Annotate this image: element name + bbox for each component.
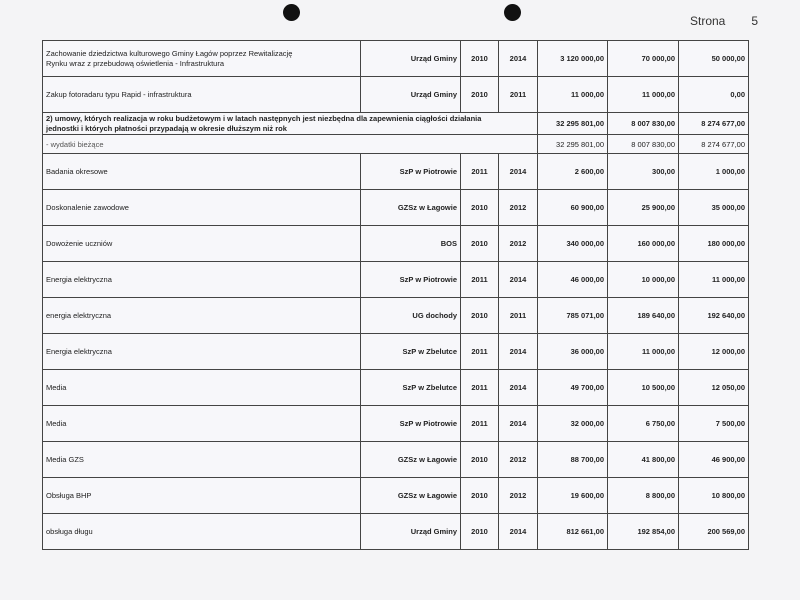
- punch-hole: [504, 4, 521, 21]
- value-2: 41 800,00: [608, 442, 679, 478]
- value-3: 192 640,00: [679, 298, 749, 334]
- subsection-row: [43, 135, 749, 154]
- value-2: 10 500,00: [608, 370, 679, 406]
- subsection-v3: 8 274 677,00: [679, 135, 749, 154]
- year-to: 2014: [499, 154, 538, 190]
- table-row: [43, 514, 749, 550]
- year-from: 2011: [461, 370, 499, 406]
- value-2: 189 640,00: [608, 298, 679, 334]
- unit: GZSz w Łagowie: [361, 442, 461, 478]
- item-name: [43, 406, 361, 442]
- item-name-text: Obsługa BHP: [46, 490, 92, 500]
- value-total: 60 900,00: [538, 190, 608, 226]
- unit: SzP w Piotrowie: [361, 154, 461, 190]
- item-name: [43, 41, 361, 77]
- value-total: 36 000,00: [538, 334, 608, 370]
- item-name: [43, 478, 361, 514]
- value-3: 7 500,00: [679, 406, 749, 442]
- value-total: 11 000,00: [538, 77, 608, 113]
- value-total: 2 600,00: [538, 154, 608, 190]
- value-3: 11 000,00: [679, 262, 749, 298]
- value-2: 192 854,00: [608, 514, 679, 550]
- year-from: 2010: [461, 226, 499, 262]
- table-row: [43, 370, 749, 406]
- value-3: 12 000,00: [679, 334, 749, 370]
- section-v1: 32 295 801,00: [538, 113, 608, 135]
- item-name-text: Media GZS: [46, 454, 84, 464]
- item-name-text: Doskonalenie zawodowe: [46, 202, 129, 212]
- table-row: [43, 77, 749, 113]
- year-to: 2012: [499, 442, 538, 478]
- year-to: 2011: [499, 77, 538, 113]
- item-name: [43, 442, 361, 478]
- year-from: 2011: [461, 406, 499, 442]
- section-label: [43, 113, 538, 135]
- unit: UG dochody: [361, 298, 461, 334]
- year-to: 2014: [499, 41, 538, 77]
- year-to: 2012: [499, 190, 538, 226]
- table-row: [43, 41, 749, 77]
- value-total: 46 000,00: [538, 262, 608, 298]
- value-3: 1 000,00: [679, 154, 749, 190]
- table-row: [43, 478, 749, 514]
- section-v3: 8 274 677,00: [679, 113, 749, 135]
- value-2: 11 000,00: [608, 77, 679, 113]
- unit: Urząd Gminy: [361, 77, 461, 113]
- value-2: 8 800,00: [608, 478, 679, 514]
- item-name-text: Badania okresowe: [46, 166, 108, 176]
- year-to: 2014: [499, 370, 538, 406]
- subsection-v2: 8 007 830,00: [608, 135, 679, 154]
- unit: SzP w Piotrowie: [361, 406, 461, 442]
- table-row: [43, 154, 749, 190]
- page-number: [690, 14, 758, 28]
- section-v2: 8 007 830,00: [608, 113, 679, 135]
- subsection-v1: 32 295 801,00: [538, 135, 608, 154]
- year-from: 2011: [461, 154, 499, 190]
- value-total: 88 700,00: [538, 442, 608, 478]
- punch-hole: [283, 4, 300, 21]
- unit: SzP w Zbelutce: [361, 370, 461, 406]
- year-from: 2010: [461, 514, 499, 550]
- value-2: 11 000,00: [608, 334, 679, 370]
- item-name-text: Energia elektryczna: [46, 346, 112, 356]
- item-name: [43, 226, 361, 262]
- item-name: [43, 370, 361, 406]
- item-name-text: Zachowanie dziedzictwa kulturowego Gminy Łagów poprzez Rewitalizację: [46, 48, 293, 58]
- item-name: [43, 514, 361, 550]
- expense-table: [42, 40, 749, 550]
- page-number-value: 5: [751, 14, 759, 28]
- value-total: 19 600,00: [538, 478, 608, 514]
- value-2: 6 750,00: [608, 406, 679, 442]
- value-3: 46 900,00: [679, 442, 749, 478]
- unit: GZSz w Łagowie: [361, 478, 461, 514]
- value-total: 32 000,00: [538, 406, 608, 442]
- year-from: 2010: [461, 77, 499, 113]
- page-label: Strona: [690, 14, 726, 28]
- item-name-text: Media: [46, 418, 67, 428]
- value-3: 50 000,00: [679, 41, 749, 77]
- item-name-text: energia elektryczna: [46, 310, 112, 320]
- item-name: [43, 154, 361, 190]
- year-to: 2011: [499, 298, 538, 334]
- item-name-text: Dowożenie uczniów: [46, 238, 113, 248]
- unit: GZSz w Łagowie: [361, 190, 461, 226]
- table-row: [43, 406, 749, 442]
- unit: BOS: [361, 226, 461, 262]
- value-2: 25 900,00: [608, 190, 679, 226]
- year-from: 2010: [461, 41, 499, 77]
- value-total: 340 000,00: [538, 226, 608, 262]
- item-name: [43, 334, 361, 370]
- table-row: [43, 190, 749, 226]
- value-2: 160 000,00: [608, 226, 679, 262]
- unit: SzP w Piotrowie: [361, 262, 461, 298]
- item-name: [43, 262, 361, 298]
- value-2: 70 000,00: [608, 41, 679, 77]
- year-from: 2010: [461, 478, 499, 514]
- year-to: 2012: [499, 226, 538, 262]
- value-3: 35 000,00: [679, 190, 749, 226]
- year-from: 2010: [461, 442, 499, 478]
- year-to: 2014: [499, 514, 538, 550]
- value-3: 0,00: [679, 77, 749, 113]
- table-row: [43, 298, 749, 334]
- item-name: [43, 190, 361, 226]
- year-to: 2012: [499, 478, 538, 514]
- table-row: [43, 442, 749, 478]
- year-from: 2011: [461, 262, 499, 298]
- unit: Urząd Gminy: [361, 514, 461, 550]
- item-name: [43, 77, 361, 113]
- value-total: 785 071,00: [538, 298, 608, 334]
- section-text: 2) umowy, których realizacja w roku budżetowym i w latach następnych jest niezbędna dla zapewnienia ciągłości działania: [46, 113, 482, 123]
- table-row: [43, 226, 749, 262]
- value-3: 12 050,00: [679, 370, 749, 406]
- year-from: 2011: [461, 334, 499, 370]
- section-row: [43, 113, 749, 135]
- value-2: 10 000,00: [608, 262, 679, 298]
- value-total: 49 700,00: [538, 370, 608, 406]
- value-3: 10 800,00: [679, 478, 749, 514]
- year-to: 2014: [499, 262, 538, 298]
- item-name: [43, 298, 361, 334]
- unit: SzP w Zbelutce: [361, 334, 461, 370]
- year-to: 2014: [499, 406, 538, 442]
- item-name-text: Zakup fotoradaru typu Rapid - infrastruktura: [46, 89, 192, 99]
- item-name-text: Energia elektryczna: [46, 274, 112, 284]
- year-from: 2010: [461, 190, 499, 226]
- value-3: 180 000,00: [679, 226, 749, 262]
- item-name-text: Media: [46, 382, 67, 392]
- value-total: 812 661,00: [538, 514, 608, 550]
- value-total: 3 120 000,00: [538, 41, 608, 77]
- subsection-label: - wydatki bieżące: [43, 135, 538, 154]
- value-2: 300,00: [608, 154, 679, 190]
- value-3: 200 569,00: [679, 514, 749, 550]
- year-to: 2014: [499, 334, 538, 370]
- year-from: 2010: [461, 298, 499, 334]
- section-text: jednostki i których płatności przypadają w okresie dłuższym niż rok: [46, 123, 287, 133]
- item-name-text: Rynku wraz z przebudową oświetlenia - Infrastruktura: [46, 58, 224, 68]
- item-name-text: obsługa długu: [46, 526, 93, 536]
- table-row: [43, 334, 749, 370]
- unit: Urząd Gminy: [361, 41, 461, 77]
- table-row: [43, 262, 749, 298]
